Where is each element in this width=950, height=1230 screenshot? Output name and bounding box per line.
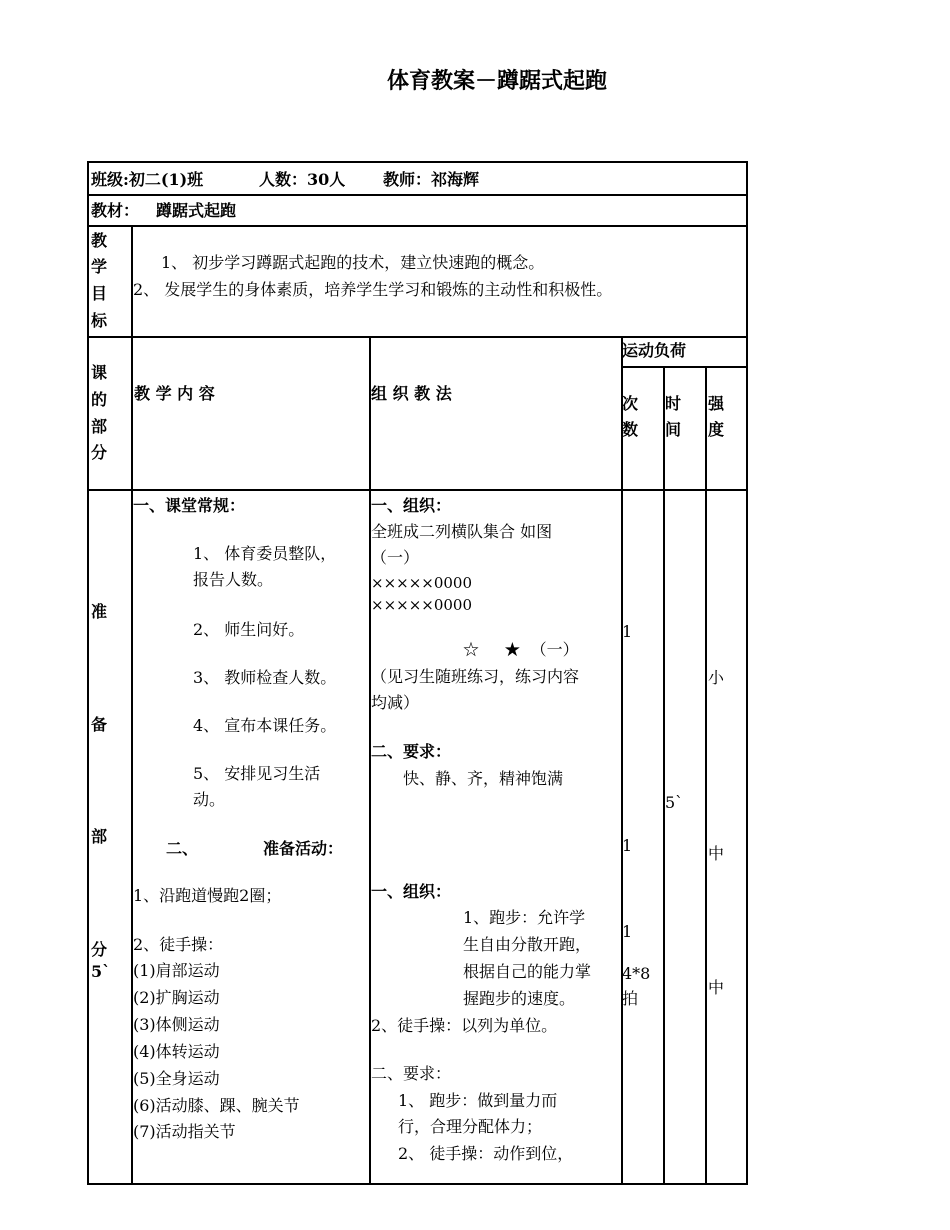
duration-header: 时 (665, 394, 682, 413)
exercise-item: (3)体侧运动 (133, 1015, 220, 1034)
objectives-char: 目 (91, 284, 108, 303)
objective-item: 2、 发展学生的身体素质，培养学生学习和锻炼的主动性和积极性。 (133, 280, 613, 299)
class-info: 班级:初二(1)班 (91, 170, 204, 189)
org-title: 一、组织： (371, 496, 452, 515)
formation-row: ×××××0000 (371, 574, 473, 592)
part-header-char: 分 (91, 443, 108, 462)
routine-item: 4、 宣布本课任务。 (193, 716, 337, 735)
objectives-char: 标 (91, 311, 108, 330)
objectives-char: 学 (91, 257, 108, 276)
exercise-item: (6)活动膝、踝、腕关节 (133, 1096, 300, 1115)
material-label: 教材： (91, 201, 140, 220)
duration-header: 间 (665, 420, 682, 439)
org-text: 生自由分散开跑， (463, 935, 592, 954)
intensity-value: 小 (708, 668, 725, 687)
times-header: 次 (622, 394, 639, 413)
times-header: 数 (622, 420, 639, 439)
times-value: 1 (622, 622, 633, 641)
times-value: 4*8 (622, 964, 651, 983)
times-value: 1 (622, 836, 633, 855)
org-text: （一） (371, 548, 420, 567)
content-header: 教 学 内 容 (134, 384, 215, 403)
routine-item: 5、 安排见习生活 (193, 764, 321, 783)
section-char: 备 (91, 715, 108, 734)
exercise-item: (5)全身运动 (133, 1069, 220, 1088)
routine-item: 1、 体育委员整队， (193, 544, 337, 563)
section-duration: 5` (91, 962, 111, 981)
method-header: 组 织 教 法 (371, 384, 452, 403)
teacher-name: 教师：祁海辉 (383, 170, 480, 189)
warmup-item: 2、徒手操： (133, 935, 224, 954)
org-text: 全班成二列横队集合 如图 (371, 522, 553, 541)
intensity-value: 中 (708, 978, 725, 997)
org-note: （见习生随班练习，练习内容 (371, 667, 580, 686)
routine-item: 3、 教师检查人数。 (193, 668, 337, 687)
objective-item: 1、 初步学习蹲踞式起跑的技术，建立快速跑的概念。 (161, 253, 545, 272)
times-value: 1 (622, 922, 633, 941)
student-count: 人数：30人 (259, 170, 346, 189)
page-title: 体育教案－蹲踞式起跑 (386, 68, 607, 94)
org-note: 均减） (371, 693, 420, 712)
requirement-text: 1、 跑步：做到量力而 (398, 1091, 558, 1110)
material-value: 蹲踞式起跑 (156, 201, 237, 220)
intensity-header: 强 (708, 394, 725, 413)
exercise-item: (1)肩部运动 (133, 961, 220, 980)
routine-title: 一、课堂常规： (133, 496, 246, 515)
routine-item: 报告人数。 (193, 570, 274, 589)
org-title: 一、组织： (371, 882, 452, 901)
objectives-char: 教 (91, 231, 108, 250)
org-text: 根据自己的能力掌 (463, 962, 592, 981)
time-value: 5` (665, 793, 684, 812)
routine-item: 动。 (193, 790, 226, 809)
requirement-text: 快、静、齐，精神饱满 (403, 769, 564, 788)
routine-item: 2、 师生问好。 (193, 620, 305, 639)
part-header-char: 课 (91, 363, 108, 382)
intensity-value: 中 (708, 844, 725, 863)
formation-symbols: ☆ ★ （一） (463, 640, 579, 659)
warmup-item: 1、沿跑道慢跑2圈； (133, 886, 282, 905)
part-header-char: 部 (91, 417, 108, 436)
requirement-title: 二、要求： (371, 742, 452, 761)
section-char: 准 (91, 602, 108, 621)
section-char: 分 (91, 940, 108, 959)
org-text: 1、跑步：允许学 (463, 908, 586, 927)
org-text: 握跑步的速度。 (463, 989, 576, 1008)
org-text: 2、徒手操：以列为单位。 (371, 1016, 558, 1035)
requirement-text: 行，合理分配体力； (398, 1117, 543, 1136)
part-header-char: 的 (91, 390, 108, 409)
times-value: 拍 (622, 989, 639, 1008)
exercise-item: (4)体转运动 (133, 1042, 220, 1061)
intensity-header: 度 (708, 420, 725, 439)
exercise-item: (2)扩胸运动 (133, 988, 220, 1007)
requirement-text: 2、 徒手操：动作到位， (398, 1144, 574, 1163)
exercise-item: (7)活动指关节 (133, 1122, 236, 1141)
section-char: 部 (91, 827, 108, 846)
load-header: 运动负荷 (622, 341, 687, 360)
requirement-title: 二、要求： (371, 1064, 452, 1083)
warmup-number: 二、 (166, 839, 199, 858)
formation-row: ×××××0000 (371, 596, 473, 614)
warmup-title: 准备活动： (263, 839, 344, 858)
